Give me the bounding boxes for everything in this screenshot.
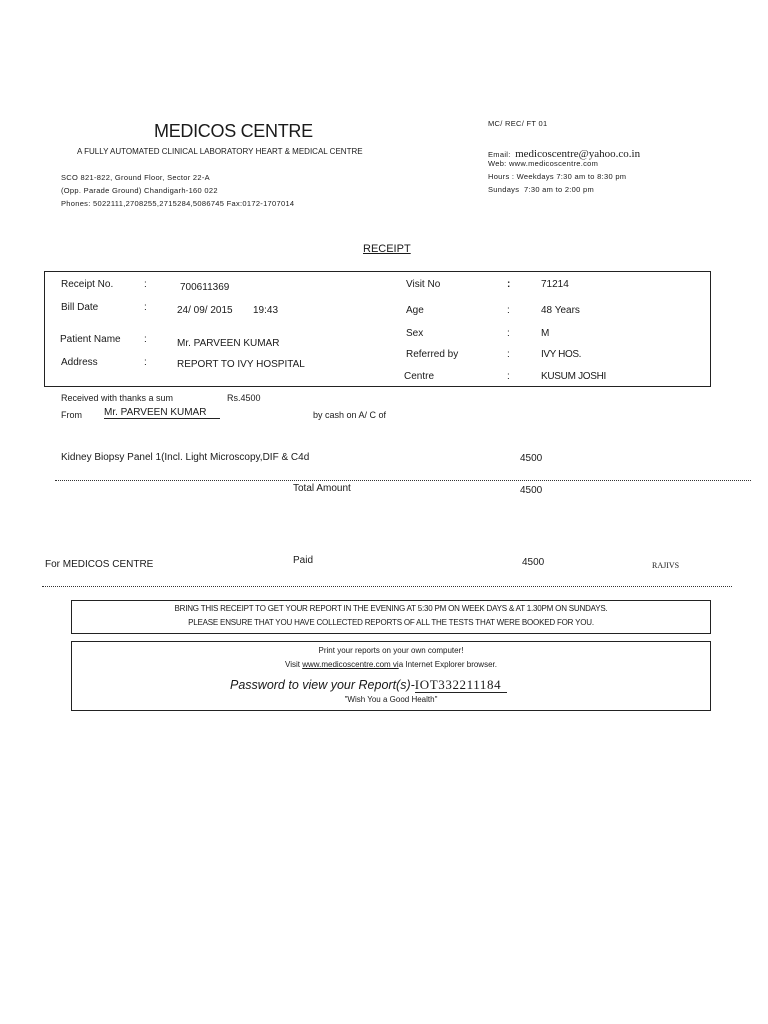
paid-label: Paid — [293, 555, 314, 566]
clinic-title: MEDICOS CENTRE — [154, 121, 313, 141]
colon: : — [144, 357, 147, 368]
clinic-sundays-label: Sundays — [488, 185, 520, 194]
patient-name-label: Patient Name — [60, 334, 121, 345]
total-amount-label: Total Amount — [293, 483, 351, 494]
footer-divider — [42, 586, 732, 587]
from-name: Mr. PARVEEN KUMAR — [104, 407, 220, 419]
received-text: Received with thanks a sum — [61, 393, 174, 403]
referred-by-label: Referred by — [406, 349, 459, 360]
notice-line1: BRING THIS RECEIPT TO GET YOUR REPORT IN THE EVENING AT 5:30 PM ON WEEK DAYS & AT 1.30PM ON SUNDAYS. — [174, 604, 608, 613]
colon: : — [507, 279, 511, 290]
referred-by-value: IVY HOS. — [541, 349, 581, 360]
centre-value: KUSUM JOSHI — [541, 371, 607, 382]
report-password: IOT332211184 — [415, 677, 507, 693]
bill-time-value: 19:43 — [253, 305, 279, 316]
clinic-hours: Hours : Weekdays 7:30 am to 8:30 pm — [488, 172, 627, 181]
bill-date-value: 24/ 09/ 2015 — [177, 305, 233, 316]
online-line1: Print your reports on your own computer! — [318, 646, 464, 655]
online-visit-line — [71, 660, 711, 669]
clinic-website-link[interactable]: www.medicoscentre.com vi — [302, 660, 399, 669]
colon: : — [507, 371, 510, 382]
wish-text: "Wish You a Good Health" — [344, 695, 438, 704]
receipt-no-label: Receipt No. — [61, 279, 114, 290]
colon: : — [507, 349, 510, 360]
password-label: Password to view your Report(s)- — [230, 678, 415, 692]
visit-prefix: Visit — [285, 660, 303, 669]
total-amount-value: 4500 — [520, 485, 543, 496]
item-amount: 4500 — [520, 453, 543, 464]
for-clinic-label: For MEDICOS CENTRE — [45, 559, 154, 570]
signatory: RAJIVS — [652, 561, 680, 570]
clinic-tagline: A FULLY AUTOMATED CLINICAL LABORATORY HEART & MEDICAL CENTRE — [77, 147, 363, 156]
age-label: Age — [406, 305, 424, 316]
visit-no-label: Visit No — [406, 279, 441, 290]
address-label: Address — [61, 357, 98, 368]
colon: : — [144, 279, 147, 290]
form-code: MC/ REC/ FT 01 — [488, 119, 548, 128]
visit-suffix: a Internet Explorer browser. — [398, 660, 497, 669]
clinic-phones: Phones: 5022111,2708255,2715284,5086745 Fax:0172-1707014 — [61, 199, 295, 208]
bill-date-label: Bill Date — [61, 302, 99, 313]
paid-value: 4500 — [522, 557, 545, 568]
address-value: REPORT TO IVY HOSPITAL — [177, 359, 305, 370]
visit-no-value: 71214 — [541, 279, 569, 290]
sex-value: M — [541, 328, 550, 339]
receipt-title: RECEIPT — [363, 243, 411, 255]
age-value: 48 Years — [541, 305, 580, 316]
email-label: Email: — [488, 150, 511, 159]
colon: : — [144, 334, 147, 345]
colon: : — [144, 302, 147, 313]
notice-line2: PLEASE ENSURE THAT YOU HAVE COLLECTED REPORTS OF ALL THE TESTS THAT WERE BOOKED FOR YOU. — [188, 618, 594, 627]
receipt-no-value: 700611369 — [180, 282, 230, 293]
patient-name-value: Mr. PARVEEN KUMAR — [177, 338, 280, 349]
clinic-web: Web: www.medicoscentre.com — [488, 159, 599, 168]
password-row — [230, 676, 507, 694]
sex-label: Sex — [406, 328, 424, 339]
clinic-email: medicoscentre@yahoo.co.in — [515, 148, 641, 160]
received-amount: Rs.4500 — [227, 393, 261, 403]
clinic-sundays-time: 7:30 am to 2:00 pm — [524, 185, 595, 194]
clinic-address-line2: (Opp. Parade Ground) Chandigarh-160 022 — [61, 186, 218, 195]
clinic-address-line1: SCO 821-822, Ground Floor, Sector 22-A — [61, 173, 210, 182]
payment-mode: by cash on A/ C of — [313, 410, 387, 420]
centre-label: Centre — [404, 371, 435, 382]
colon: : — [507, 305, 510, 316]
colon: : — [507, 328, 510, 339]
item-description: Kidney Biopsy Panel 1(Incl. Light Microscopy,DIF & C4d — [61, 452, 310, 463]
items-divider — [55, 480, 751, 481]
from-label: From — [61, 410, 82, 420]
